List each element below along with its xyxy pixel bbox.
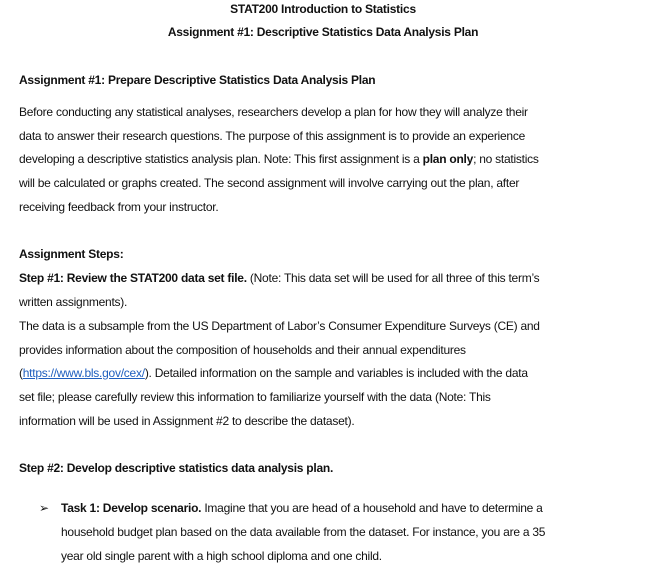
paren-open: (: [19, 366, 23, 380]
intro-line-1: Before conducting any statistical analyses, researchers develop a plan for how they will analyze their: [19, 105, 528, 119]
assignment-title: Assignment #1: Descriptive Statistics Data Analysis Plan: [167, 25, 479, 39]
task1-line-3: year old single parent with a high school diploma and one child.: [61, 549, 382, 563]
arrow-bullet-icon: ➢: [39, 501, 50, 515]
section-heading: Assignment #1: Prepare Descriptive Statistics Data Analysis Plan: [19, 73, 376, 87]
course-title: STAT200 Introduction to Statistics: [230, 2, 416, 16]
step1-line-2: written assignments).: [19, 295, 128, 309]
data-line-3: [19, 365, 528, 381]
data-line-1: The data is a subsample from the US Department of Labor’s Consumer Expenditure Surveys (CE) and: [19, 319, 540, 333]
data-line-4: set file; please carefully review this information to familiarize yourself with the data (Note: This: [19, 390, 491, 404]
intro-line-5: receiving feedback from your instructor.: [19, 200, 219, 214]
data-line-2: provides information about the composition of households and their annual expenditures: [19, 343, 466, 357]
data-line-5: information will be used in Assignment #2 to describe the dataset).: [19, 414, 355, 428]
intro-line-2: data to answer their research questions. The purpose of this assignment is to provide an experience: [19, 129, 525, 143]
task1-title: Task 1: Develop scenario.: [61, 501, 202, 515]
task1-text: Imagine that you are head of a household and have to determine a: [201, 501, 543, 515]
step1-title: Step #1: Review the STAT200 data set file.: [19, 271, 247, 285]
intro-text: developing a descriptive statistics analysis plan. Note: This first assignment is a: [19, 152, 423, 166]
intro-text-cont: ; no statistics: [473, 152, 539, 166]
step1-line: [19, 270, 539, 286]
intro-line-3: [19, 151, 539, 167]
task1-line-2: household budget plan based on the data available from the dataset. For instance, you are a 35: [61, 525, 546, 539]
data-line-3-text: ). Detailed information on the sample and variables is included with the data: [144, 366, 528, 380]
intro-line-4: will be calculated or graphs created. The second assignment will involve carrying out the plan, after: [19, 176, 520, 190]
step2-heading: Step #2: Develop descriptive statistics data analysis plan.: [19, 461, 334, 475]
steps-heading: Assignment Steps:: [19, 247, 124, 261]
plan-only-emphasis: plan only: [422, 152, 474, 166]
bls-cex-link[interactable]: https://www.bls.gov/cex/: [22, 366, 145, 380]
task1-line-1: [61, 500, 543, 516]
step1-note: (Note: This data set will be used for all three of this term’s: [246, 271, 540, 285]
